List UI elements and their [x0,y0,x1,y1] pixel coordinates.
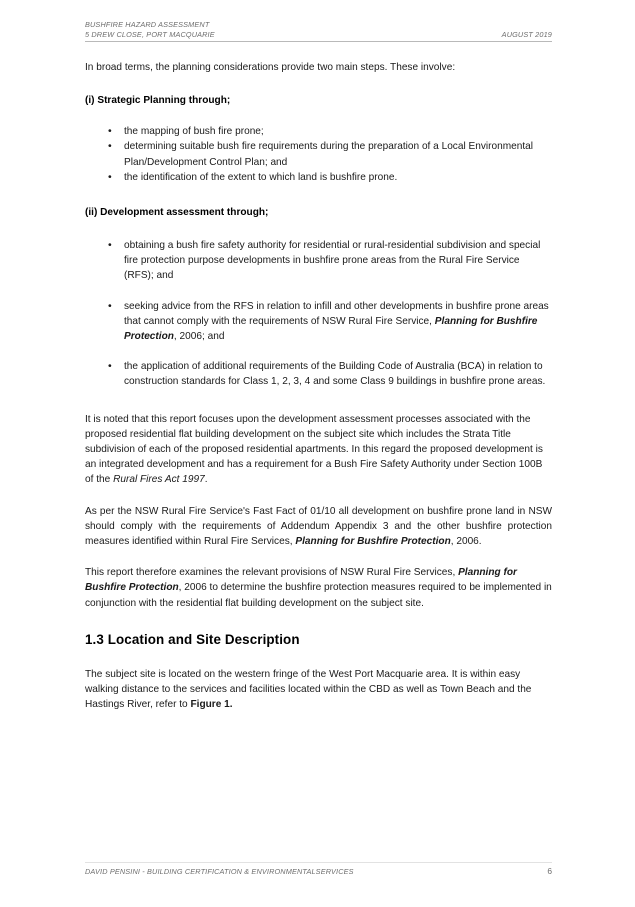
document-body [85,60,552,712]
footer-company-name: DAVID PENSINI - BUILDING CERTIFICATION & ENVIRONMENTALSERVICES [85,867,354,876]
bullet-list-strategic-planning [85,124,552,185]
emphasis-figure-reference: Figure 1. [190,699,233,711]
subheading-development-assessment: (ii) Development assessment through; [85,207,269,219]
list-item-text: the application of additional requirements of the Building Code of Australia (BCA) in relation to construction standards for Class 1, 2, 3, 4 and some Class 9 buildings in bushfire prone areas. [124,361,546,388]
running-header [85,20,552,42]
list-item: • the identification of the extent to which land is bushfire prone. [85,170,552,185]
header-address: 5 DREW CLOSE, PORT MACQUARIE [85,30,215,39]
emphasis-publication-title: Planning for Bushfire Protection [85,567,517,594]
header-date: AUGUST 2019 [501,30,552,39]
footer-page-number: 6 [547,866,552,876]
paragraph-text: This report therefore examines the relevant provisions of NSW Rural Fire Services, [85,567,456,579]
bullet-list-development-assessment [85,238,552,390]
paragraph-fast-fact [85,504,552,550]
paragraph-text: As per the NSW Rural Fire Service's Fast Fact of 01/10 all development on bushfire prone land in NSW should comply with the requirements of Addendum Appendix 3 and the other bushfire protection measures identified within Rural Fire Services, [85,505,552,548]
paragraph-text-tail: , 2006. [450,536,482,548]
header-subtitle-row [85,30,552,42]
paragraph-text: The subject site is located on the western fringe of the West Port Macquarie area. It is within easy walking distance to the services and facilities located within the CBD as well as Town Beach and the Hastings River, refer to [85,668,532,711]
emphasis-act-title: Rural Fires Act 1997 [113,474,205,486]
list-item [85,359,552,389]
paragraph-text-tail: . [204,474,208,486]
emphasis-publication-title: Planning for Bushfire Protection [124,315,538,343]
running-footer [85,862,552,876]
intro-paragraph: In broad terms, the planning considerations provide two main steps. These involve: [85,62,456,73]
paragraph-report-examines [85,565,552,611]
list-item: • the mapping of bush fire prone; [85,124,552,139]
emphasis-publication-title: Planning for Bushfire Protection [295,536,451,548]
list-item-text: seeking advice from the RFS in relation to infill and other developments in bushfire prone areas that cannot comply with the requirements of NSW Rural Fire Service, [124,300,549,327]
paragraph-site-location [85,667,552,713]
list-item: • determining suitable bush fire requirements during the preparation of a Local Environmental Plan/Development Control Plan; and [85,139,552,169]
list-item [85,299,552,345]
paragraph-text: It is noted that this report focuses upon the development assessment processes associated with the proposed residential flat building development on the subject site which includes the Strata Title subdivision of each of the proposed residential apartments. In this regard the proposed development is an integrated development and has a requirement for a Bush Fire Safety Authority under Section 100B of the [85,413,543,486]
list-item [85,238,552,284]
paragraph-text-tail: , 2006 to determine the bushfire protection measures required to be implemented in conjunction with the residential flat building development on the subject site. [85,582,552,609]
list-item-text-tail: , 2006; and [173,331,225,343]
list-item-text: obtaining a bush fire safety authority for residential or rural-residential subdivision and special fire protection purpose developments in bushfire prone areas from the Rural Fire Service (RFS); and [124,240,541,282]
paragraph-report-focus [85,412,552,488]
header-title-line: BUSHFIRE HAZARD ASSESSMENT [85,20,210,29]
subheading-strategic-planning: (i) Strategic Planning through; [85,95,231,107]
page-section-heading: 1.3 Location and Site Description [85,631,300,647]
